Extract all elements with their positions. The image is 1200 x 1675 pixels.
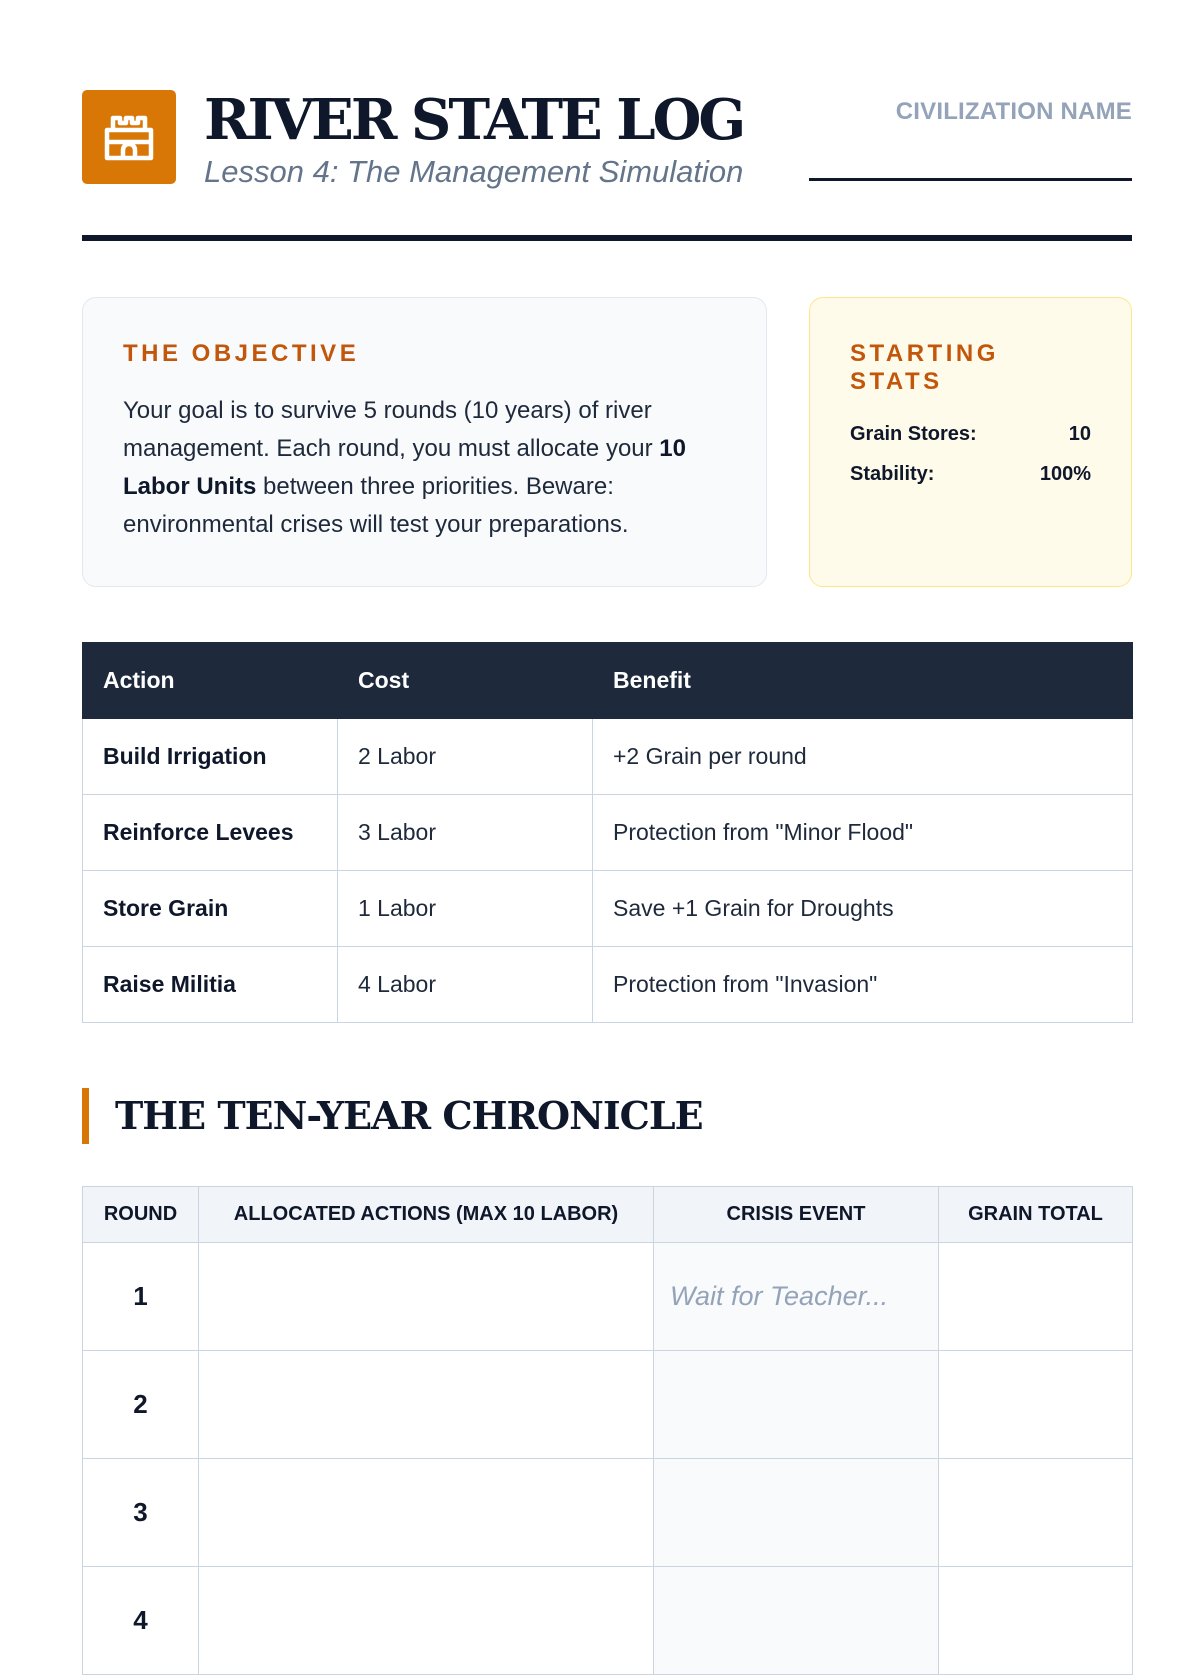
- page-title: RIVER STATE LOG: [204, 87, 744, 153]
- action-benefit: Save +1 Grain for Droughts: [593, 871, 1133, 947]
- stat-label: Stability:: [850, 463, 935, 485]
- logo: [82, 90, 176, 184]
- stat-row: [850, 414, 1091, 454]
- objective-box: [82, 297, 767, 587]
- table-row: [83, 1459, 1133, 1567]
- stat-value: 10: [1068, 423, 1091, 445]
- table-row: [83, 795, 1133, 871]
- round-number: 2: [83, 1351, 199, 1459]
- column-header: ROUND: [83, 1187, 199, 1243]
- stats-heading: STARTING STATS: [850, 340, 999, 395]
- action-cost: 3 Labor: [338, 795, 593, 871]
- action-benefit: Protection from "Minor Flood": [593, 795, 1133, 871]
- column-header: Cost: [338, 643, 593, 719]
- action-benefit: Protection from "Invasion": [593, 947, 1133, 1023]
- action-cost: 2 Labor: [338, 719, 593, 795]
- allocated-actions-cell[interactable]: [199, 1459, 654, 1567]
- round-number: 4: [83, 1567, 199, 1675]
- chronicle-table: [82, 1186, 1133, 1675]
- objective-text-part: Your goal is to survive 5 rounds (10 years) of river management. Each round, you must allocate your: [123, 397, 660, 462]
- grain-total-cell[interactable]: [939, 1567, 1133, 1675]
- column-header: GRAIN TOTAL: [939, 1187, 1133, 1243]
- action-name: Reinforce Levees: [83, 795, 338, 871]
- chronicle-table-header: [83, 1187, 1133, 1243]
- header: [82, 87, 1132, 190]
- action-cost: 4 Labor: [338, 947, 593, 1023]
- column-header: CRISIS EVENT: [654, 1187, 939, 1243]
- column-header: Benefit: [593, 643, 1133, 719]
- round-number: 3: [83, 1459, 199, 1567]
- civilization-name-field[interactable]: [809, 178, 1132, 181]
- column-header: ALLOCATED ACTIONS (MAX 10 LABOR): [199, 1187, 654, 1243]
- stat-row: [850, 454, 1091, 494]
- header-divider: [82, 235, 1132, 241]
- allocated-actions-cell[interactable]: [199, 1567, 654, 1675]
- allocated-actions-cell[interactable]: [199, 1351, 654, 1459]
- table-row: [83, 871, 1133, 947]
- table-row: [83, 1351, 1133, 1459]
- action-name: Build Irrigation: [83, 719, 338, 795]
- table-row: [83, 1567, 1133, 1675]
- column-header: Action: [83, 643, 338, 719]
- action-cost: 1 Labor: [338, 871, 593, 947]
- table-row: [83, 719, 1133, 795]
- action-name: Store Grain: [83, 871, 338, 947]
- stat-label: Grain Stores:: [850, 423, 977, 445]
- action-table: [82, 642, 1133, 1023]
- stat-value: 100%: [1039, 463, 1091, 485]
- crisis-event-cell: [654, 1459, 939, 1567]
- crisis-event-cell: Wait for Teacher...: [654, 1243, 939, 1351]
- grain-total-cell[interactable]: [939, 1351, 1133, 1459]
- objective-text: [123, 392, 726, 544]
- chronicle-heading: THE TEN-YEAR CHRONICLE: [82, 1088, 703, 1144]
- objective-heading: THE OBJECTIVE: [123, 340, 360, 367]
- action-name: Raise Militia: [83, 947, 338, 1023]
- table-row: [83, 1243, 1133, 1351]
- round-number: 1: [83, 1243, 199, 1351]
- civilization-name-label: CIVILIZATION NAME: [895, 98, 1132, 125]
- objective-text-part: between three priorities. Beware: environmental crises will test your preparations.: [123, 473, 629, 538]
- action-table-header: [83, 643, 1133, 719]
- grain-total-cell[interactable]: [939, 1243, 1133, 1351]
- crisis-event-cell: [654, 1351, 939, 1459]
- crisis-event-cell: [654, 1567, 939, 1675]
- allocated-actions-cell[interactable]: [199, 1243, 654, 1351]
- action-benefit: +2 Grain per round: [593, 719, 1133, 795]
- starting-stats-box: [809, 297, 1132, 587]
- castle-icon: [102, 112, 156, 162]
- table-row: [83, 947, 1133, 1023]
- objective-text-bold: 10 Labor Units: [123, 435, 686, 500]
- page-subtitle: Lesson 4: The Management Simulation: [204, 154, 744, 189]
- grain-total-cell[interactable]: [939, 1459, 1133, 1567]
